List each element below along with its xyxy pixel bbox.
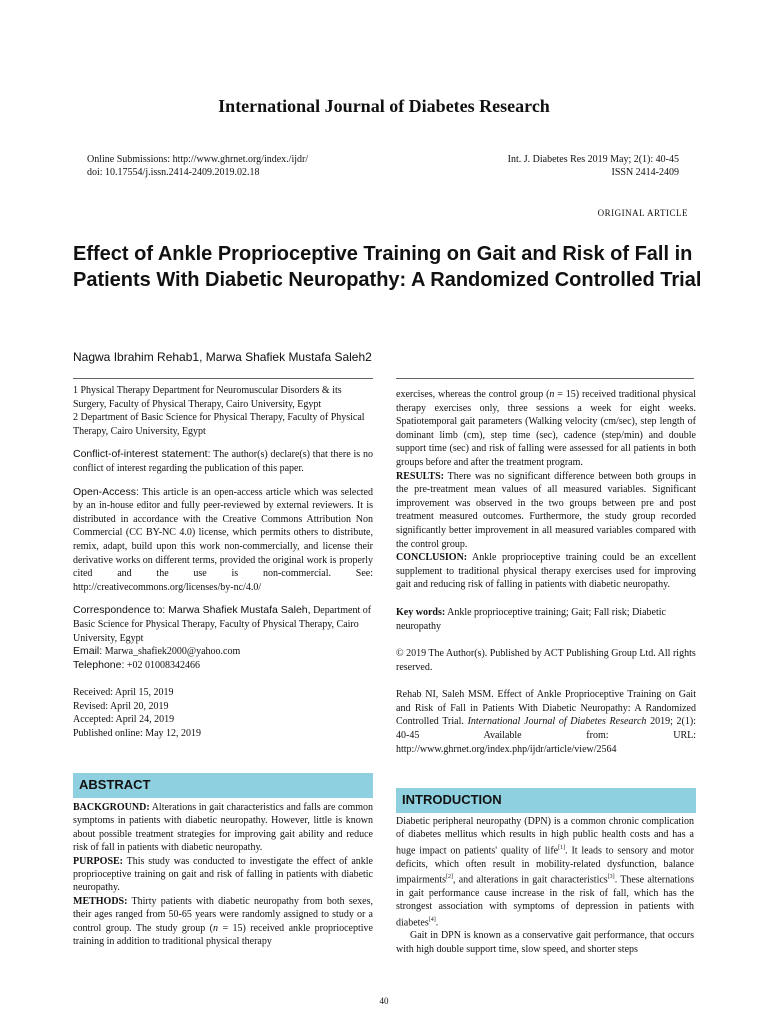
citation-block (396, 688, 696, 756)
methods-cont-n: n (549, 389, 555, 400)
introduction-heading: INTRODUCTION (396, 788, 696, 813)
telephone-line (73, 659, 373, 673)
intro-paragraph-2: Gait in DPN is known as a conservative gait performance, that occurs with high double support time, slow speed, and shorter steps (396, 930, 694, 955)
methods-cont-tail: = 15) received traditional physical therapy exercises only, three sessions a week for eight weeks. Spatiotemporal gait parameters (Walking velocity (cm/sec), step length of dominant limb (cm), step time (sec), cadence (step/min) and double support time (sec) and risk of falling were assessed for all patients in both groups before and after the treatment program. (396, 389, 696, 468)
purpose-label: PURPOSE: (73, 855, 123, 867)
intro-text-e: . (435, 916, 439, 928)
correspondence (73, 604, 373, 645)
abstract-continued-column (396, 388, 696, 756)
methods-tail: = 15) received ankle proprioceptive training in addition to traditional physical therapy (73, 922, 373, 948)
intro-paragraph-1 (396, 815, 694, 929)
authors: Nagwa Ibrahim Rehab1, Marwa Shafiek Mustafa Saleh2 (73, 350, 372, 364)
article-type: ORIGINAL ARTICLE (597, 208, 688, 218)
received-date: Received: April 15, 2019 (73, 687, 174, 699)
telephone-label: Telephone: (73, 658, 125, 671)
methods-n: n (213, 922, 219, 934)
methods-continued (396, 388, 696, 470)
abstract-methods (73, 895, 373, 949)
email-address[interactable]: Marwa_shafiek2000@yahoo.com (102, 646, 241, 658)
citation-url[interactable]: 2019; 2(1): 40-45 Available from: URL: http://www.ghrnet.org/index.php/ijdr/article/view/2564 (396, 716, 696, 755)
issn: ISSN 2414-2409 (611, 167, 679, 178)
header-left (87, 153, 308, 179)
ref-2[interactable]: [2] (446, 873, 453, 880)
abstract-purpose (73, 855, 373, 895)
telephone-number: +02 01008342466 (124, 659, 201, 671)
doi[interactable]: doi: 10.17554/j.issn.2414-2409.2019.02.18 (87, 167, 260, 178)
page-number: 40 (379, 996, 389, 1006)
journal-title: International Journal of Diabetes Research (218, 96, 550, 116)
email-label: Email: (73, 645, 103, 658)
results-label: RESULTS: (396, 470, 444, 482)
intro-text-d: . These alternations in gait performance cause increase in the risk of fall, which has the strongest association with symptoms of depression in patients with diabetes (396, 874, 694, 928)
submissions-url[interactable]: Online Submissions: http://www.ghrnet.org/index./ijdr/ (87, 154, 309, 165)
abstract-body (73, 801, 373, 948)
open-access-label: Open-Access: (73, 485, 139, 498)
introduction-body (396, 815, 694, 956)
purpose-text: This study was conducted to investigate the effect of ankle proprioceptive training on gait and risk of falling in patients with diabetic neuropathy. (73, 855, 373, 894)
published-date: Published online: May 12, 2019 (73, 728, 202, 740)
methods-text: Thirty patients with diabetic neuropathy from both sexes, their ages ranged from 50-65 years were randomly assigned to study or a control group. The study group ( (73, 895, 373, 934)
keywords-label: Key words: (396, 606, 446, 618)
conflict-label: Conflict-of-interest statement: (73, 448, 211, 461)
abstract-conclusion (396, 551, 696, 592)
methods-cont-text: exercises, whereas the control group ( (396, 389, 550, 400)
divider-right (396, 378, 694, 379)
divider-left (73, 378, 373, 379)
conflict-statement (73, 448, 373, 475)
abstract-results (396, 470, 696, 552)
affiliation-1: 1 Physical Therapy Department for Neuromuscular Disorders & its Surgery, Faculty of Physical Therapy, Cairo University, Egypt (73, 385, 342, 410)
affiliation-2: 2 Department of Basic Science for Physical Therapy, Faculty of Physical Therapy, Cairo University, Egypt (73, 412, 365, 437)
ref-1[interactable]: [1] (558, 844, 566, 851)
abstract-background (73, 801, 373, 855)
background-text: Alterations in gait characteristics and falls are common symptoms in patients with diabetic neuropathy. However, little is known about possible treatment strategies for improving gait ability and reduce risk of fall in patients with diabetic neuropathy. (73, 802, 373, 854)
citation-journal: International Journal of Diabetes Research (467, 716, 647, 728)
ref-4[interactable]: [4] (428, 916, 436, 923)
keywords-text: Ankle proprioceptive training; Gait; Fall risk; Diabetic neuropathy (396, 606, 666, 632)
correspondence-label: Correspondence to: (73, 604, 166, 617)
open-access-text: This article is an open-access article which was selected by an in-house editor and fully peer-reviewed by external reviewers. It is distributed in accordance with the Creative Commons Attribution Non Commercial (CC BY-NC 4.0) license, which permits others to distribute, remix, adapt, build upon this work non-commercially, and license their derivative works on different terms, provided the original work is properly cited and the use is non-commercial. See: http://creativecommons.org/licenses/by-nc/4.0/ (73, 486, 373, 593)
intro-text-c: , and alterations in gait characteristics (453, 874, 608, 886)
conclusion-text: Ankle proprioceptive training could be an excellent supplement to traditional physical therapy exercises used for improving gait and reducing risk of falling in patients with diabetic neuropathy. (396, 552, 696, 591)
accepted-date: Accepted: April 24, 2019 (73, 714, 175, 726)
copyright: © 2019 The Author(s). Published by ACT Publishing Group Ltd. All rights reserved. (396, 648, 696, 673)
open-access-statement (73, 486, 373, 595)
journal-citation: Int. J. Diabetes Res 2019 May; 2(1): 40-45 (507, 154, 679, 165)
methods-label: METHODS: (73, 895, 128, 907)
correspondence-name: Marwa Shafiek Mustafa Saleh, (165, 604, 311, 617)
background-label: BACKGROUND: (73, 802, 150, 813)
conclusion-label: CONCLUSION: (396, 552, 468, 564)
intro-text-a: Diabetic peripheral neuropathy (DPN) is a common chronic complication of diabetes mellitus which results in high public health costs and has a huge impact on patients' quality of life (396, 816, 694, 857)
header-right (508, 153, 679, 179)
front-matter-column (73, 384, 373, 741)
keywords (396, 606, 696, 633)
ref-3[interactable]: [3] (607, 873, 615, 880)
correspondence-text: Department of Basic Science for Physical Therapy, Faculty of Physical Therapy, Cairo University, Egypt (73, 605, 372, 644)
conflict-text: The author(s) declare(s) that there is no conflict of interest regarding the publication of this paper. (73, 449, 374, 474)
revised-date: Revised: April 20, 2019 (73, 700, 169, 712)
results-text: There was no significant difference between both groups in the pre-treatment mean values of all measured variables. Significant improvement was observed in the two groups between pre and post treatment measured outcomes. Furthermore, the study group recorded significantly better improvement in all measured variables compared with the control group. (396, 470, 696, 550)
email-line (73, 645, 373, 659)
abstract-heading: ABSTRACT (73, 773, 373, 798)
intro-text-b: . It leads to sensory and motor deficits, which often result in mobility-related dysfunction, balance impairments (396, 845, 695, 886)
citation-text: Rehab NI, Saleh MSM. Effect of Ankle Proprioceptive Training on Gait and Risk of Fall in Patients With Diabetic Neuropathy: A Randomized Controlled Trial. (396, 689, 696, 728)
article-title: Effect of Ankle Proprioceptive Training on Gait and Risk of Fall in Patients With Diabetic Neuropathy: A Randomized Controlled Trial (73, 243, 702, 291)
